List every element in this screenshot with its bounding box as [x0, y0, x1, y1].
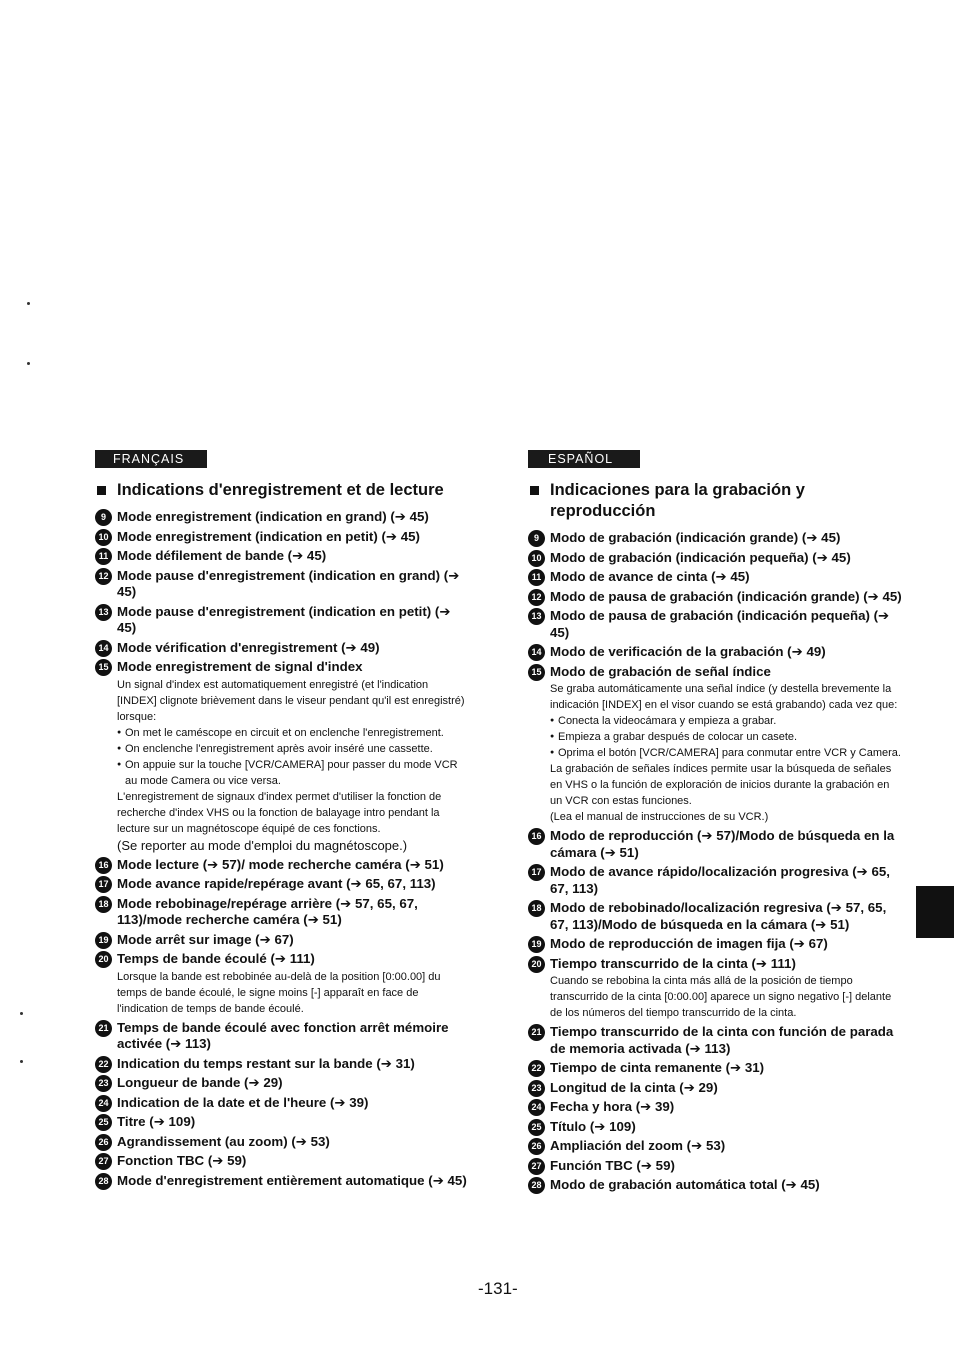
indication-list-spanish [528, 530, 904, 1194]
circled-number-icon: 18 [95, 896, 112, 913]
bullet-item: ● On met le caméscope en circuit et on enclenche l'enregistrement. [117, 725, 467, 741]
list-item: 21 Tiempo transcurrido de la cinta con función de parada de memoria activada (➔ 113) [528, 1024, 904, 1057]
list-item: 15 Modo de grabación de señal índice Se graba automáticamente una señal índice (y destella brevemente la indicación [INDEX] en el visor cuando se está grabando) cada vez que: ● Conecta la videocámara y empieza a grabar. ● Empieza a grabar después de colocar un casete. ● Oprima el botón [VCR/CAMERA] para conmutar entre VCR y Camera. La grabación de señales índices permite usar la búsqueda de señales en VHS o la función de exploración de inicios durante la grabación en un VCR con estas funciones. (Lea el manual de instrucciones de su VCR.) [528, 664, 904, 826]
list-item: 28 Modo de grabación automática total (➔ 45) [528, 1177, 904, 1194]
list-item: 27 Función TBC (➔ 59) [528, 1158, 904, 1175]
list-item: 17 Modo de avance rápido/localización progresiva (➔ 65, 67, 113) [528, 864, 904, 897]
section-heading-french: Indications d'enregistrement et de lecture [95, 480, 467, 501]
circled-number-icon: 15 [95, 659, 112, 676]
circled-number-icon: 26 [95, 1134, 112, 1151]
list-item: 11 Mode défilement de bande (➔ 45) [95, 548, 467, 565]
square-bullet-icon [97, 486, 106, 495]
spanish-column [528, 450, 904, 1197]
circled-number-icon: 19 [95, 932, 112, 949]
circled-number-icon: 12 [528, 589, 545, 606]
page-number: -131- [478, 1279, 518, 1298]
circled-number-icon: 11 [528, 569, 545, 586]
list-item: 15 Mode enregistrement de signal d'index Un signal d'index est automatiquement enregistré (et l'indication [INDEX] clignote brièvement dans le viseur pendant qu'il est enregistré) lorsque: ● On met le caméscope en circuit et on enclenche l'enregistrement. ● On enclenche l'enregistrement après avoir inséré une cassette. ● On appuie sur la touche [VCR/CAMERA] pour passer du mode VCR au mode Camera ou vice versa. L'enregistrement de signaux d'index permet d'utiliser la fonction de recherche d'index VHS ou la fonction de balayage intro pendant la lecture sur un magnétoscope équipé de ces fonctions. (Se reporter au mode d'emploi du magnétoscope.) [95, 659, 467, 854]
list-item: 9 Mode enregistrement (indication en grand) (➔ 45) [95, 509, 467, 526]
list-item: 18 Mode rebobinage/repérage arrière (➔ 57, 65, 67, 113)/mode recherche caméra (➔ 51) [95, 896, 467, 929]
circled-number-icon: 28 [95, 1173, 112, 1190]
circled-number-icon: 20 [528, 956, 545, 973]
scan-speck [27, 362, 30, 365]
circled-number-icon: 11 [95, 548, 112, 565]
circled-number-icon: 12 [95, 568, 112, 585]
list-item: 26 Ampliación del zoom (➔ 53) [528, 1138, 904, 1155]
circled-number-icon: 26 [528, 1138, 545, 1155]
circled-number-icon: 23 [95, 1075, 112, 1092]
circled-number-icon: 14 [95, 640, 112, 657]
circled-number-icon: 15 [528, 664, 545, 681]
circled-number-icon: 28 [528, 1177, 545, 1194]
bullet-item: ● Oprima el botón [VCR/CAMERA] para conmutar entre VCR y Camera. [550, 745, 904, 761]
list-item: 20 Tiempo transcurrido de la cinta (➔ 111) Cuando se rebobina la cinta más allá de la posición de tiempo transcurrido de la cinta [0:00.00] aparece un signo negativo [-] delante de los números del tiempo transcurrido de la cinta. [528, 956, 904, 1022]
list-item: 10 Modo de grabación (indicación pequeña) (➔ 45) [528, 550, 904, 567]
circled-number-icon: 22 [95, 1056, 112, 1073]
french-column [95, 450, 467, 1192]
language-label-french: FRANÇAIS [95, 450, 207, 468]
scan-speck [27, 302, 30, 305]
circled-number-icon: 22 [528, 1060, 545, 1077]
list-item: 28 Mode d'enregistrement entièrement automatique (➔ 45) [95, 1173, 467, 1190]
list-item: 21 Temps de bande écoulé avec fonction arrêt mémoire activée (➔ 113) [95, 1020, 467, 1053]
list-item: 12 Mode pause d'enregistrement (indication en grand) (➔ 45) [95, 568, 467, 601]
bullet-item: ● Conecta la videocámara y empieza a grabar. [550, 713, 904, 729]
circled-number-icon: 10 [528, 550, 545, 567]
circled-number-icon: 13 [95, 604, 112, 621]
square-bullet-icon [530, 486, 539, 495]
bullet-item: ● On appuie sur la touche [VCR/CAMERA] pour passer du mode VCR au mode Camera ou vice versa. [117, 757, 467, 789]
list-item: 16 Mode lecture (➔ 57)/ mode recherche caméra (➔ 51) [95, 857, 467, 874]
list-item: 12 Modo de pausa de grabación (indicación grande) (➔ 45) [528, 589, 904, 606]
circled-number-icon: 25 [95, 1114, 112, 1131]
list-item: 10 Mode enregistrement (indication en petit) (➔ 45) [95, 529, 467, 546]
circled-number-icon: 17 [95, 876, 112, 893]
circled-number-icon: 19 [528, 936, 545, 953]
list-item: 9 Modo de grabación (indicación grande) (➔ 45) [528, 530, 904, 547]
elapsed-time-description: Cuando se rebobina la cinta más allá de la posición de tiempo transcurrido de la cinta [0:00.00] aparece un signo negativo [-] delante de los números del tiempo transcurrido de la cinta. [550, 975, 892, 1019]
circled-number-icon: 14 [528, 644, 545, 661]
page-edge-tab [916, 886, 954, 938]
list-item: 11 Modo de avance de cinta (➔ 45) [528, 569, 904, 586]
circled-number-icon: 16 [95, 857, 112, 874]
list-item: 19 Mode arrêt sur image (➔ 67) [95, 932, 467, 949]
circled-number-icon: 25 [528, 1119, 545, 1136]
circled-number-icon: 24 [95, 1095, 112, 1112]
index-signal-description: Se graba automáticamente una señal índice (y destella brevemente la indicación [INDEX] en el visor cuando se está grabando) cada vez que: ● Conecta la videocámara y empieza a grabar. ● Empieza a grabar después de colocar un casete. ● Oprima el botón [VCR/CAMERA] para conmutar entre VCR y Camera. La grabación de señales índices permite usar la búsqueda de señales en VHS o la función de exploración de inicios durante la grabación en un VCR con estas funciones. (Lea el manual de instrucciones de su VCR.) [550, 681, 904, 825]
list-item: 13 Modo de pausa de grabación (indicación pequeña) (➔ 45) [528, 608, 904, 641]
circled-number-icon: 16 [528, 828, 545, 845]
list-item: 14 Mode vérification d'enregistrement (➔ 49) [95, 640, 467, 657]
circled-number-icon: 27 [95, 1153, 112, 1170]
circled-number-icon: 17 [528, 864, 545, 881]
circled-number-icon: 10 [95, 529, 112, 546]
index-signal-description: Un signal d'index est automatiquement enregistré (et l'indication [INDEX] clignote brièvement dans le viseur pendant qu'il est enregistré) lorsque: ● On met le caméscope en circuit et on enclenche l'enregistrement. ● On enclenche l'enregistrement après avoir inséré une cassette. ● On appuie sur la touche [VCR/CAMERA] pour passer du mode VCR au mode Camera ou vice versa. L'enregistrement de signaux d'index permet d'utiliser la fonction de recherche d'index VHS ou la fonction de balayage intro pendant la lecture sur un magnétoscope équipé de ces fonctions. (Se reporter au mode d'emploi du magnétoscope.) [117, 677, 467, 854]
list-item: 20 Temps de bande écoulé (➔ 111) Lorsque la bande est rebobinée au-delà de la position [0:00.00] du temps de bande écoulé, le signe moins [-] apparaît en face de l'indication de temps de bande écoulé. [95, 951, 467, 1017]
list-item: 27 Fonction TBC (➔ 59) [95, 1153, 467, 1170]
list-item: 24 Fecha y hora (➔ 39) [528, 1099, 904, 1116]
section-heading-spanish: Indicaciones para la grabación y reproducción [528, 480, 904, 522]
list-item: 22 Indication du temps restant sur la bande (➔ 31) [95, 1056, 467, 1073]
list-item: 18 Modo de rebobinado/localización regresiva (➔ 57, 65, 67, 113)/Modo de búsqueda en la cámara (➔ 51) [528, 900, 904, 933]
elapsed-time-description: Lorsque la bande est rebobinée au-delà de la position [0:00.00] du temps de bande écoulé, le signe moins [-] apparaît en face de l'indication de temps de bande écoulé. [117, 970, 441, 1015]
circled-number-icon: 20 [95, 951, 112, 968]
list-item: 14 Modo de verificación de la grabación (➔ 49) [528, 644, 904, 661]
list-item: 16 Modo de reproducción (➔ 57)/Modo de búsqueda en la cámara (➔ 51) [528, 828, 904, 861]
circled-number-icon: 9 [95, 509, 112, 526]
scan-speck [20, 1060, 23, 1063]
language-label-spanish: ESPAÑOL [528, 450, 640, 468]
list-item: 23 Longitud de la cinta (➔ 29) [528, 1080, 904, 1097]
list-item: 24 Indication de la date et de l'heure (➔ 39) [95, 1095, 467, 1112]
list-item: 13 Mode pause d'enregistrement (indication en petit) (➔ 45) [95, 604, 467, 637]
circled-number-icon: 18 [528, 900, 545, 917]
list-item: 19 Modo de reproducción de imagen fija (➔ 67) [528, 936, 904, 953]
bullet-item: ● On enclenche l'enregistrement après avoir inséré une cassette. [117, 741, 467, 757]
list-item: 22 Tiempo de cinta remanente (➔ 31) [528, 1060, 904, 1077]
circled-number-icon: 9 [528, 530, 545, 547]
list-item: 25 Titre (➔ 109) [95, 1114, 467, 1131]
circled-number-icon: 23 [528, 1080, 545, 1097]
circled-number-icon: 24 [528, 1099, 545, 1116]
indication-list-french [95, 509, 467, 1189]
bullet-item: ● Empieza a grabar después de colocar un casete. [550, 729, 904, 745]
list-item: 23 Longueur de bande (➔ 29) [95, 1075, 467, 1092]
circled-number-icon: 27 [528, 1158, 545, 1175]
list-item: 17 Mode avance rapide/repérage avant (➔ 65, 67, 113) [95, 876, 467, 893]
list-item: 26 Agrandissement (au zoom) (➔ 53) [95, 1134, 467, 1151]
circled-number-icon: 13 [528, 608, 545, 625]
list-item: 25 Título (➔ 109) [528, 1119, 904, 1136]
circled-number-icon: 21 [528, 1024, 545, 1041]
scan-speck [20, 1012, 23, 1015]
circled-number-icon: 21 [95, 1020, 112, 1037]
